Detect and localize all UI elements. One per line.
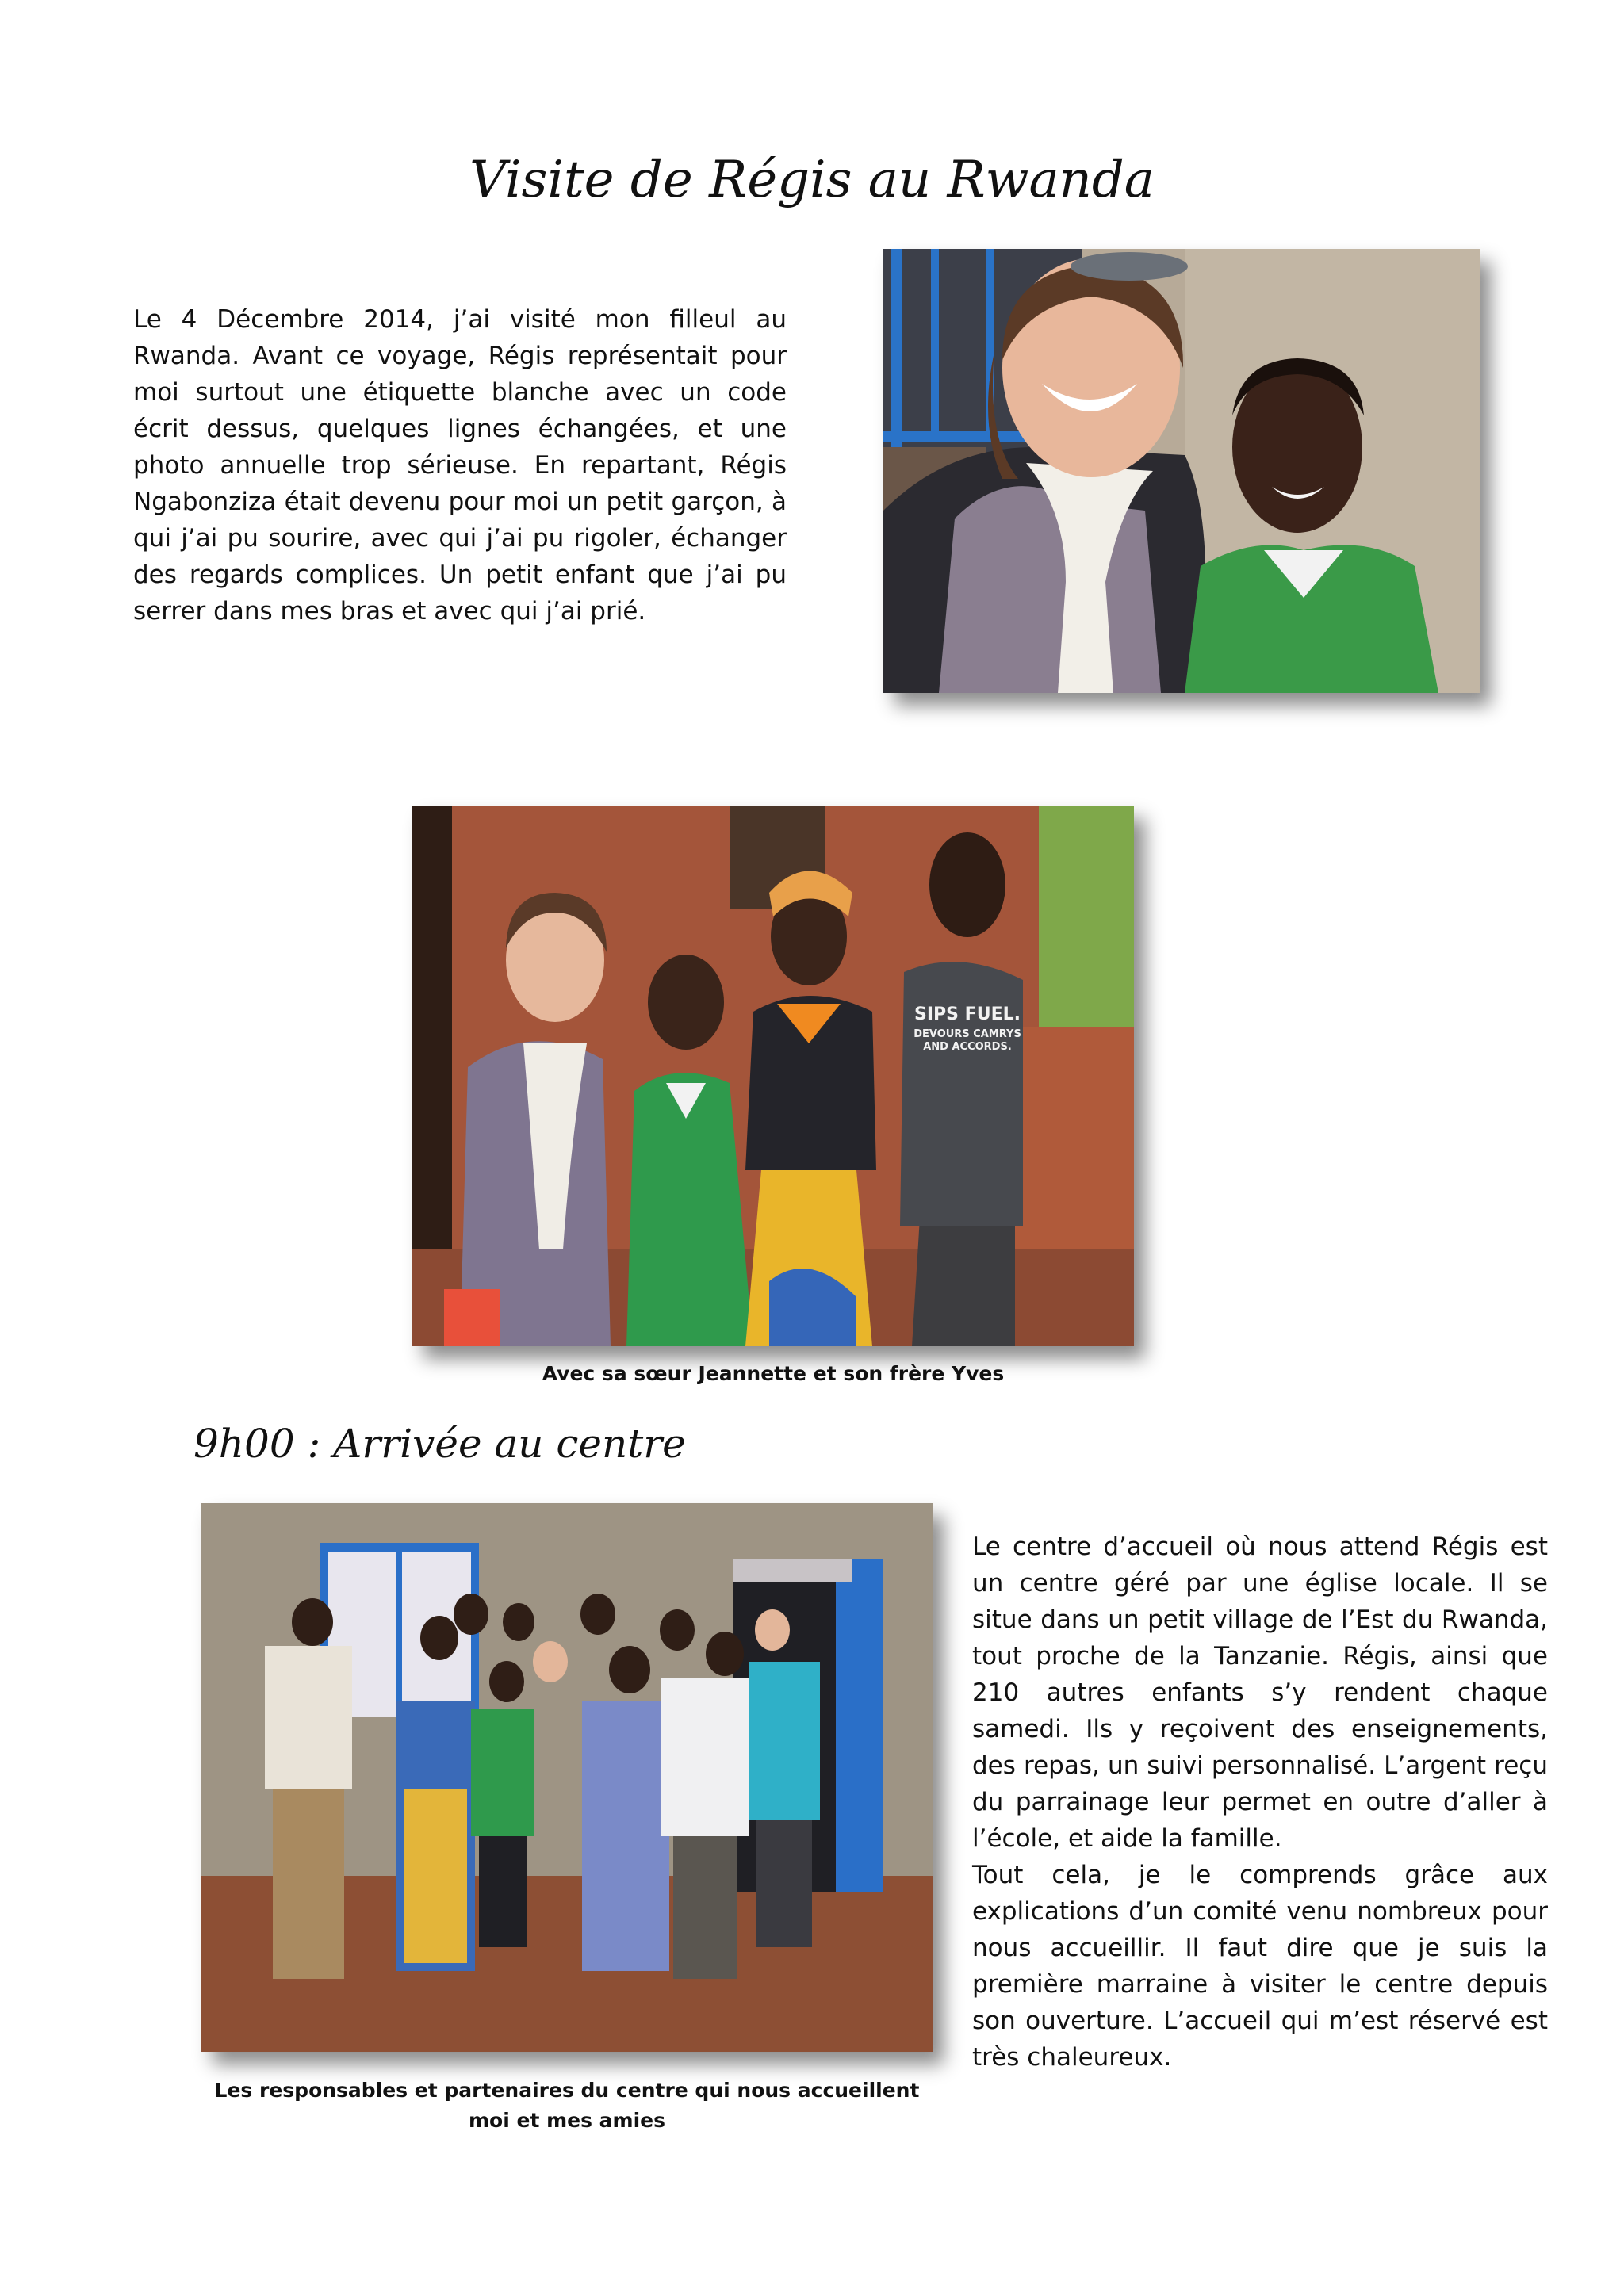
page-title: Visite de Régis au Rwanda — [469, 151, 1155, 209]
photo-center-group — [201, 1503, 933, 2052]
tshirt-line-1: SIPS FUEL. — [914, 1004, 1021, 1024]
center-paragraph-2: Tout cela, je le comprends grâce aux explications d’un comité venu nombreux pour nous accueillir. Il faut dire que je suis la première marraine à visiter le centre depuis son ouverture. L’accueil qui m’est réservé est très chaleureux. — [972, 1861, 1548, 2072]
photo-center-caption: Les responsables et partenaires du centre qui nous accueillent moi et mes amies — [214, 2079, 920, 2132]
photo-family — [412, 806, 1134, 1346]
photo-family-caption: Avec sa sœur Jeannette et son frère Yves — [542, 1362, 1005, 1385]
tshirt-line-2: DEVOURS CAMRYS — [914, 1028, 1021, 1040]
photo-woman-and-boy — [883, 249, 1480, 693]
center-paragraph-1: Le centre d’accueil où nous attend Régis est un centre géré par une église locale. Il se situe dans un petit village de l’Est du Rwanda, tout proche de la Tanzanie. Régis, ainsi que 210 autres enfants s’y rendent chaque samedi. Ils y reçoivent des enseignements, des repas, un suivi personnalisé. L’argent reçu du parrainage leur permet en outre d’aller à l’école, et aide la famille. — [972, 1533, 1548, 1853]
intro-paragraph: Le 4 Décembre 2014, j’ai visité mon filleul au Rwanda. Avant ce voyage, Régis représentait pour moi surtout une étiquette blanche avec un code écrit dessus, quelques lignes échangées, et une photo annuelle trop sérieuse. En repartant, Régis Ngabonziza était devenu pour moi un petit garçon, à qui j’ai pu sourire, avec qui j’ai pu rigoler, échanger des regards complices. Un petit enfant que j’ai pu serrer dans mes bras et avec qui j’ai prié. — [133, 305, 787, 626]
center-description — [972, 1529, 1548, 2076]
section-heading: 9h00 : Arrivée au centre — [193, 1421, 686, 1467]
tshirt-line-3: AND ACCORDS. — [923, 1041, 1012, 1053]
